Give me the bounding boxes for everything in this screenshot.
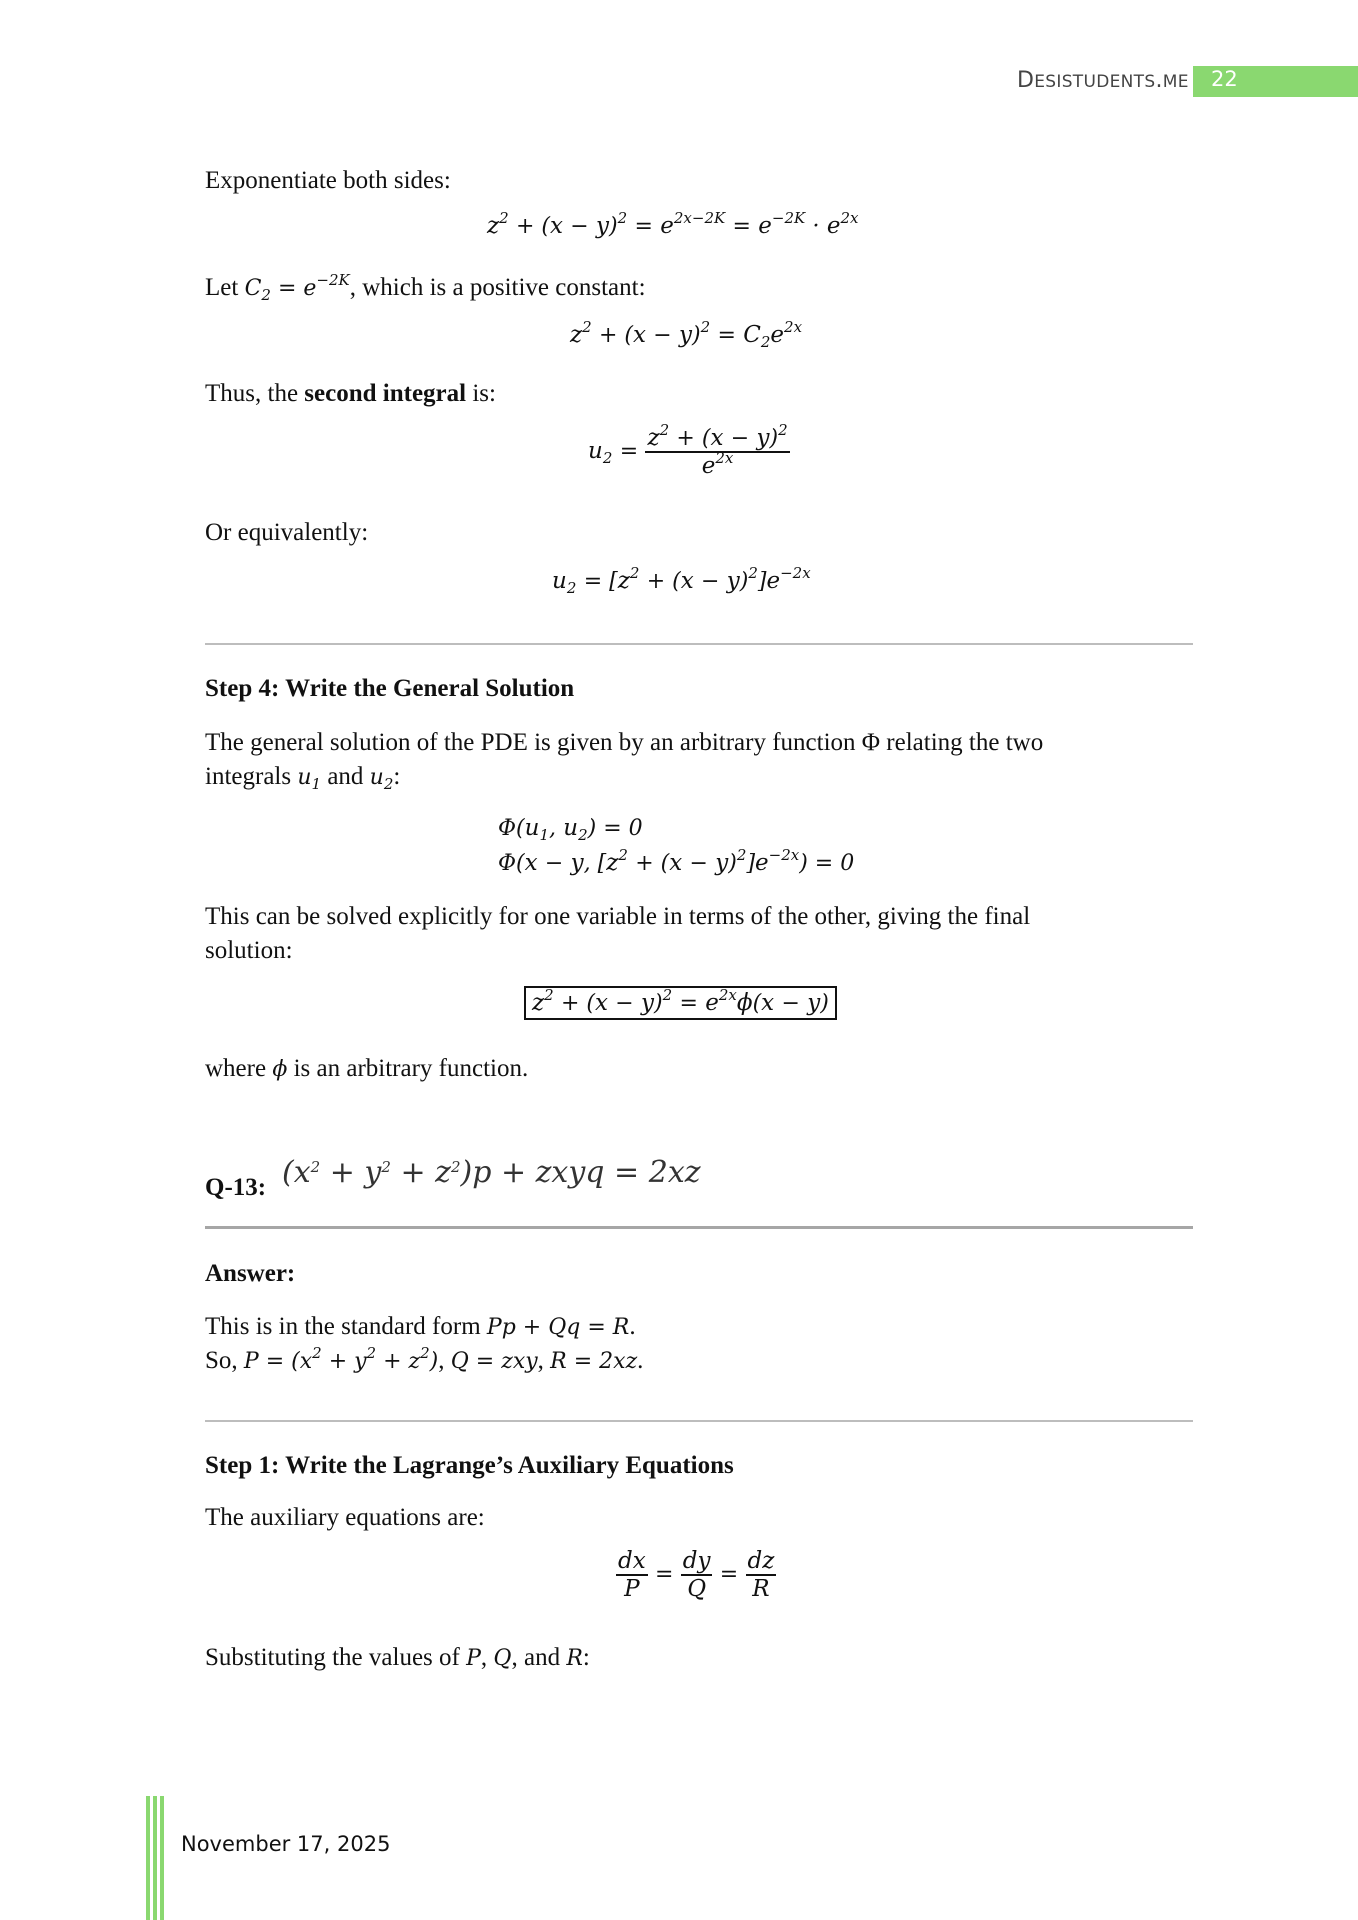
site-name: DESISTUDENTS.ME (1017, 68, 1189, 93)
paragraph-general-solution-1: The general solution of the PDE is given by an arbitrary function Φ relating the two (205, 729, 1044, 756)
heading-step-1: Step 1: Write the Lagrange’s Auxiliary Equations (205, 1452, 734, 1479)
footer-accent-line (153, 1796, 157, 1920)
paragraph-general-solution-2: integrals $u_1$ and $u_2$: (205, 763, 401, 793)
divider (205, 1420, 1193, 1422)
paragraph-pqr-values: So, $P = (x^2 + y^2 + z^2)$, Q = zxy, R = 2xz. (205, 1344, 644, 1374)
footer-accent-line (146, 1796, 150, 1920)
paragraph-exponentiate: Exponentiate both sides: (205, 167, 451, 194)
equation-6: Φ(x − y, $[z^2 + (x - y)^2]e^{-2x}) = 0$ (498, 846, 855, 876)
footer-accent-line (160, 1796, 164, 1920)
paragraph-solve-2: solution: (205, 937, 293, 964)
equation-2: $z^2 + (x - y)^2 = C_2e^{2x}$ (570, 318, 803, 351)
paragraph-standard-form: This is in the standard form Pp + Qq = R. (205, 1313, 636, 1340)
paragraph-where-phi: where ϕ is an arbitrary function. (205, 1055, 529, 1082)
final-solution-box: $z^2 + (x - y)^2 = e^{2x}\phi(x - y)$ (524, 990, 837, 1016)
equation-4: $u_2 = [z^2 + (x - y)^2]e^{-2x}$ (552, 564, 811, 597)
page-number-badge (1193, 66, 1358, 97)
paragraph-substituting: Substituting the values of P, Q, and R: (205, 1644, 590, 1671)
page-number: 22 (1211, 67, 1238, 91)
paragraph-let-c2: Let $C_2 = e^{-2K}$, which is a positive constant: (205, 271, 646, 304)
paragraph-equivalently: Or equivalently: (205, 519, 369, 546)
equation-1: $z^2 + (x - y)^2 = e^{2x-2K} = e^{-2K} \cdot e^{2x}$ (487, 209, 859, 239)
equation-3-fraction: $u_2$ = $\frac{z^2 + (x - y)^2}{e^{2x}}$ (588, 421, 788, 479)
heading-step-4: Step 4: Write the General Solution (205, 675, 575, 702)
equation-5: $\Phi(u_1$, $u_2) = 0$ (498, 815, 643, 844)
footer-date: November 17, 2025 (181, 1832, 391, 1856)
paragraph-auxiliary: The auxiliary equations are: (205, 1504, 485, 1531)
paragraph-solve-1: This can be solved explicitly for one variable in terms of the other, giving the final (205, 903, 1031, 930)
auxiliary-equation: $\frac{dx}{P}$ = $\frac{dy}{Q}$ = $\frac{dz}{R}$ (618, 1548, 775, 1602)
divider (205, 1226, 1193, 1229)
heading-answer: Answer: (205, 1260, 296, 1287)
question-label: Q-13: (205, 1174, 267, 1201)
divider (205, 643, 1193, 645)
question-13-equation: $(x^2 + y^2 + z^2)p$ + zxyq = 2xz (282, 1155, 701, 1190)
paragraph-second-integral: Thus, the second integral is: (205, 380, 496, 407)
